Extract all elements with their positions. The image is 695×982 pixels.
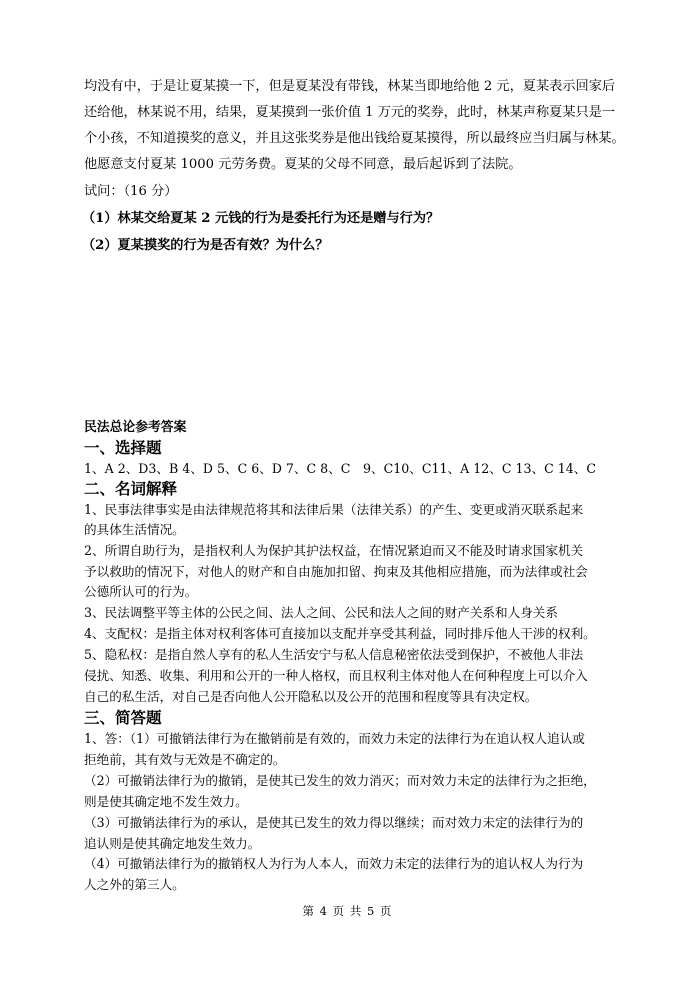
answers-title: 民法总论参考答案 (84, 420, 187, 435)
term-answer-line: 1、民事法律事实是由法律规范将其和法律后果（法律关系）的产生、变更或消灭联系起来 (84, 502, 584, 517)
term-answer-line: 4、支配权：是指主体对权利客体可直接加以支配并享受其利益，同时排斥他人干涉的权利。 (84, 626, 596, 641)
short-answer-line: （3）可撤销法律行为的承认，是使其已发生的效力得以继续；而对效力未定的法律行为的 (84, 815, 584, 830)
term-answer-line: 5、隐私权：是指自然人享有的私人生活安宁与私人信息秘密依法受到保护，不被他人非法 (84, 647, 584, 662)
case-text-line-3: 个小孩，不知道摸奖的意义，并且这张奖券是他出钱给夏某摸得，所以最终应当归属与林某。 (84, 131, 625, 146)
short-answer-line: （4）可撤销法律行为的撤销权人为行为人本人，而效力未定的法律行为的追认权人为行为 (84, 856, 584, 871)
case-question-1: （1）林某交给夏某 2 元钱的行为是委托行为还是赠与行为？ (82, 211, 440, 226)
section-heading-choice: 一、选择题 (84, 438, 162, 457)
page-footer: 第 4 页 共 5 页 (302, 904, 393, 918)
term-answer-line: 3、民法调整平等主体的公民之间、法人之间、公民和法人之间的财产关系和人身关系 (84, 605, 558, 620)
term-answer-line: 公德所认可的行为。 (84, 584, 198, 599)
choice-answers: 1、A 2、D3、B 4、D 5、C 6、D 7、C 8、C 9、C10、C11、A 12、C 13、C 14、C (84, 461, 596, 476)
short-answer-line: 人之外的第三人。 (84, 877, 185, 892)
case-question-2: （2）夏某摸奖的行为是否有效？为什么？ (82, 238, 329, 253)
case-text-line-1: 均没有中，于是让夏某摸一下，但是夏某没有带钱，林某当即地给他 2 元，夏某表示回家后 (84, 79, 616, 94)
section-heading-terms: 二、名词解释 (84, 479, 178, 498)
term-answer-line: 的具体生活情况。 (84, 522, 185, 537)
short-answer-line: 拒绝前，其有效与无效是不确定的。 (84, 752, 286, 767)
short-answer-line: 1、答：（1）可撤销法律行为在撤销前是有效的，而效力未定的法律行为在追认权人追认或 (84, 731, 585, 746)
term-answer-line: 自己的私生活，对自己是否向他人公开隐私以及公开的范围和程度等具有决定权。 (84, 689, 538, 704)
term-answer-line: 予以救助的情况下，对他人的财产和自由施加扣留、拘束及其他相应措施，而为法律或社会 (84, 564, 588, 579)
short-answer-line: 则是使其确定地不发生效力。 (84, 794, 248, 809)
case-question-prompt: 试问：（16 分） (84, 184, 178, 199)
short-answer-line: 追认则是使其确定地发生效力。 (84, 836, 261, 851)
term-answer-line: 2、所谓自助行为，是指权利人为保护其护法权益，在情况紧迫而又不能及时请求国家机关 (84, 543, 584, 558)
case-text-line-2: 还给他，林某说不用，结果，夏某摸到一张价值 1 万元的奖券，此时，林某声称夏某只是一 (84, 105, 616, 120)
term-answer-line: 侵扰、知悉、收集、利用和公开的一种人格权，而且权利主体对他人在何种程度上可以介入 (84, 668, 588, 683)
short-answer-line: （2）可撤销法律行为的撤销，是使其已发生的效力消灭；而对效力未定的法律行为之拒绝， (84, 773, 596, 788)
case-text-line-4: 他愿意支付夏某 1000 元劳务费。夏某的父母不同意，最后起诉到了法院。 (84, 157, 522, 172)
section-heading-short-answer: 三、简答题 (84, 708, 162, 727)
